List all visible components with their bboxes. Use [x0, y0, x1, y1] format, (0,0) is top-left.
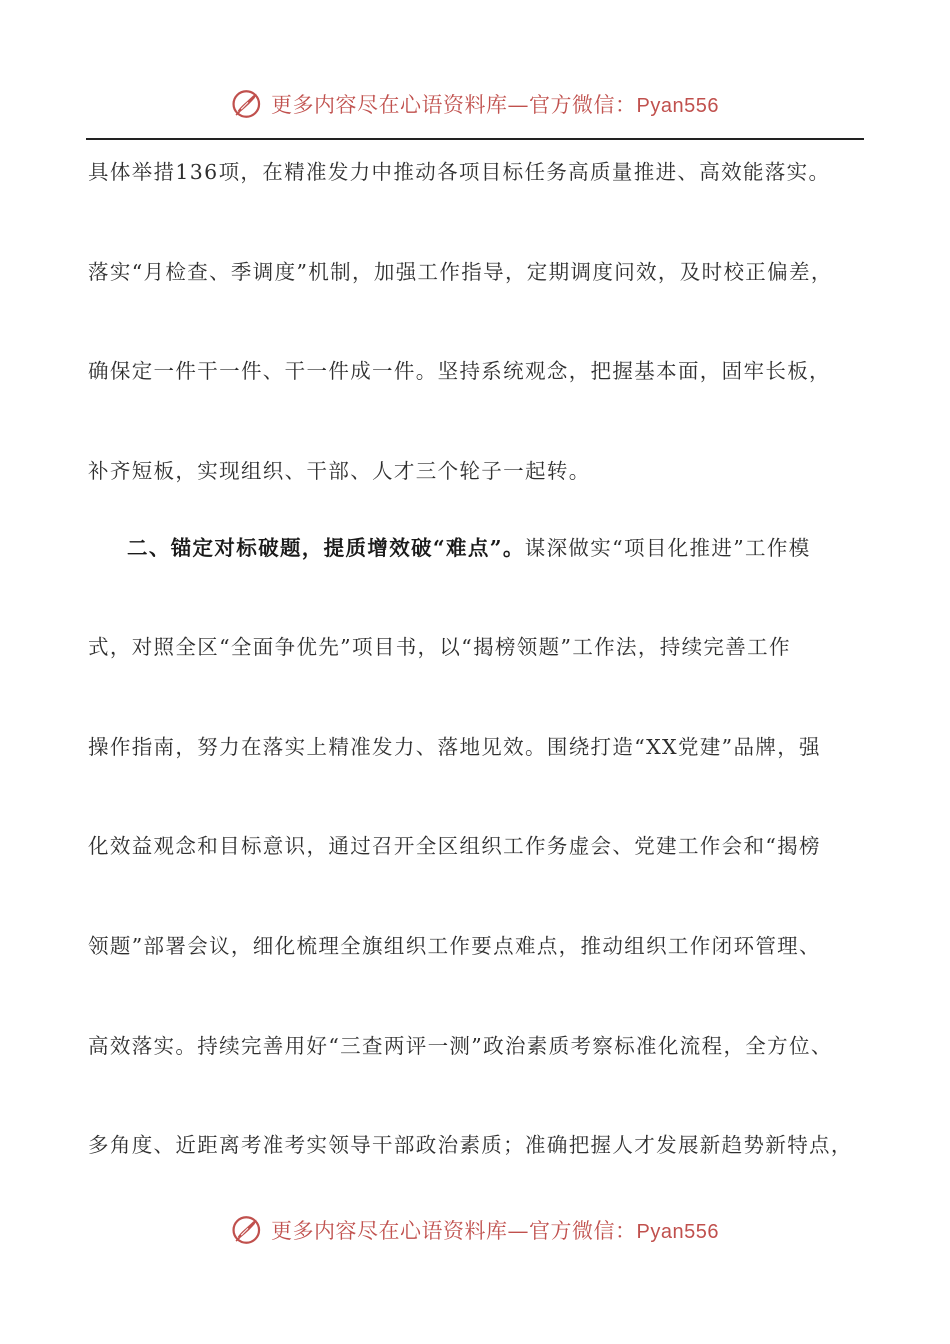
- body-line-6: 式，对照全区“全面争优先”项目书，以“揭榜领题”工作法，持续完善工作: [88, 635, 791, 659]
- section-heading: 二、锚定对标破题，提质增效破“难点”。: [127, 536, 525, 560]
- body-line-8: 化效益观念和目标意识，通过召开全区组织工作务虚会、党建工作会和“揭榜: [88, 834, 821, 858]
- footer-banner-wechat-id: Pyan556: [636, 1221, 719, 1243]
- body-line-7: 操作指南，努力在落实上精准发力、落地见效。围绕打造“XX党建”品牌，强: [88, 735, 821, 759]
- body-line-3: 确保定一件干一件、干一件成一件。坚持系统观念，把握基本面，固牢长板，: [88, 359, 831, 383]
- footer-banner-text: [271, 1215, 719, 1245]
- header-banner-main: 更多内容尽在心语资料库: [271, 93, 508, 117]
- body-line-2: 落实“月检查、季调度”机制，加强工作指导，定期调度问效，及时校正偏差，: [88, 260, 833, 284]
- footer-banner-label: 官方微信：: [529, 1219, 637, 1243]
- body-line-4: 补齐短板，实现组织、干部、人才三个轮子一起转。: [88, 459, 591, 483]
- footer-banner-main: 更多内容尽在心语资料库: [271, 1219, 508, 1243]
- body-line-9: 领题”部署会议，细化梳理全旗组织工作要点难点，推动组织工作闭环管理、: [88, 934, 821, 958]
- body-line-1: 具体举措136项，在精准发力中推动各项目标任务高质量推进、高效能落实。: [88, 160, 831, 184]
- header-banner-separator: —: [507, 93, 530, 117]
- pen-logo-icon: [231, 1213, 265, 1247]
- pen-logo-icon: [231, 87, 265, 121]
- header-banner-wechat-id: Pyan556: [636, 95, 719, 117]
- footer-banner-separator: —: [507, 1219, 530, 1243]
- section-heading-continuation: 谋深做实“项目化推进”工作模: [524, 536, 811, 560]
- header-banner-text: [271, 89, 719, 119]
- header-divider: [86, 138, 864, 140]
- section-heading-line: [127, 533, 907, 563]
- footer-banner: [0, 1208, 950, 1252]
- body-line-11: 多角度、近距离考准考实领导干部政治素质；准确把握人才发展新趋势新特点，: [88, 1133, 853, 1157]
- body-line-10: 高效落实。持续完善用好“三查两评一测”政治素质考察标准化流程，全方位、: [88, 1034, 833, 1058]
- header-banner-label: 官方微信：: [529, 93, 637, 117]
- header-banner: [0, 82, 950, 126]
